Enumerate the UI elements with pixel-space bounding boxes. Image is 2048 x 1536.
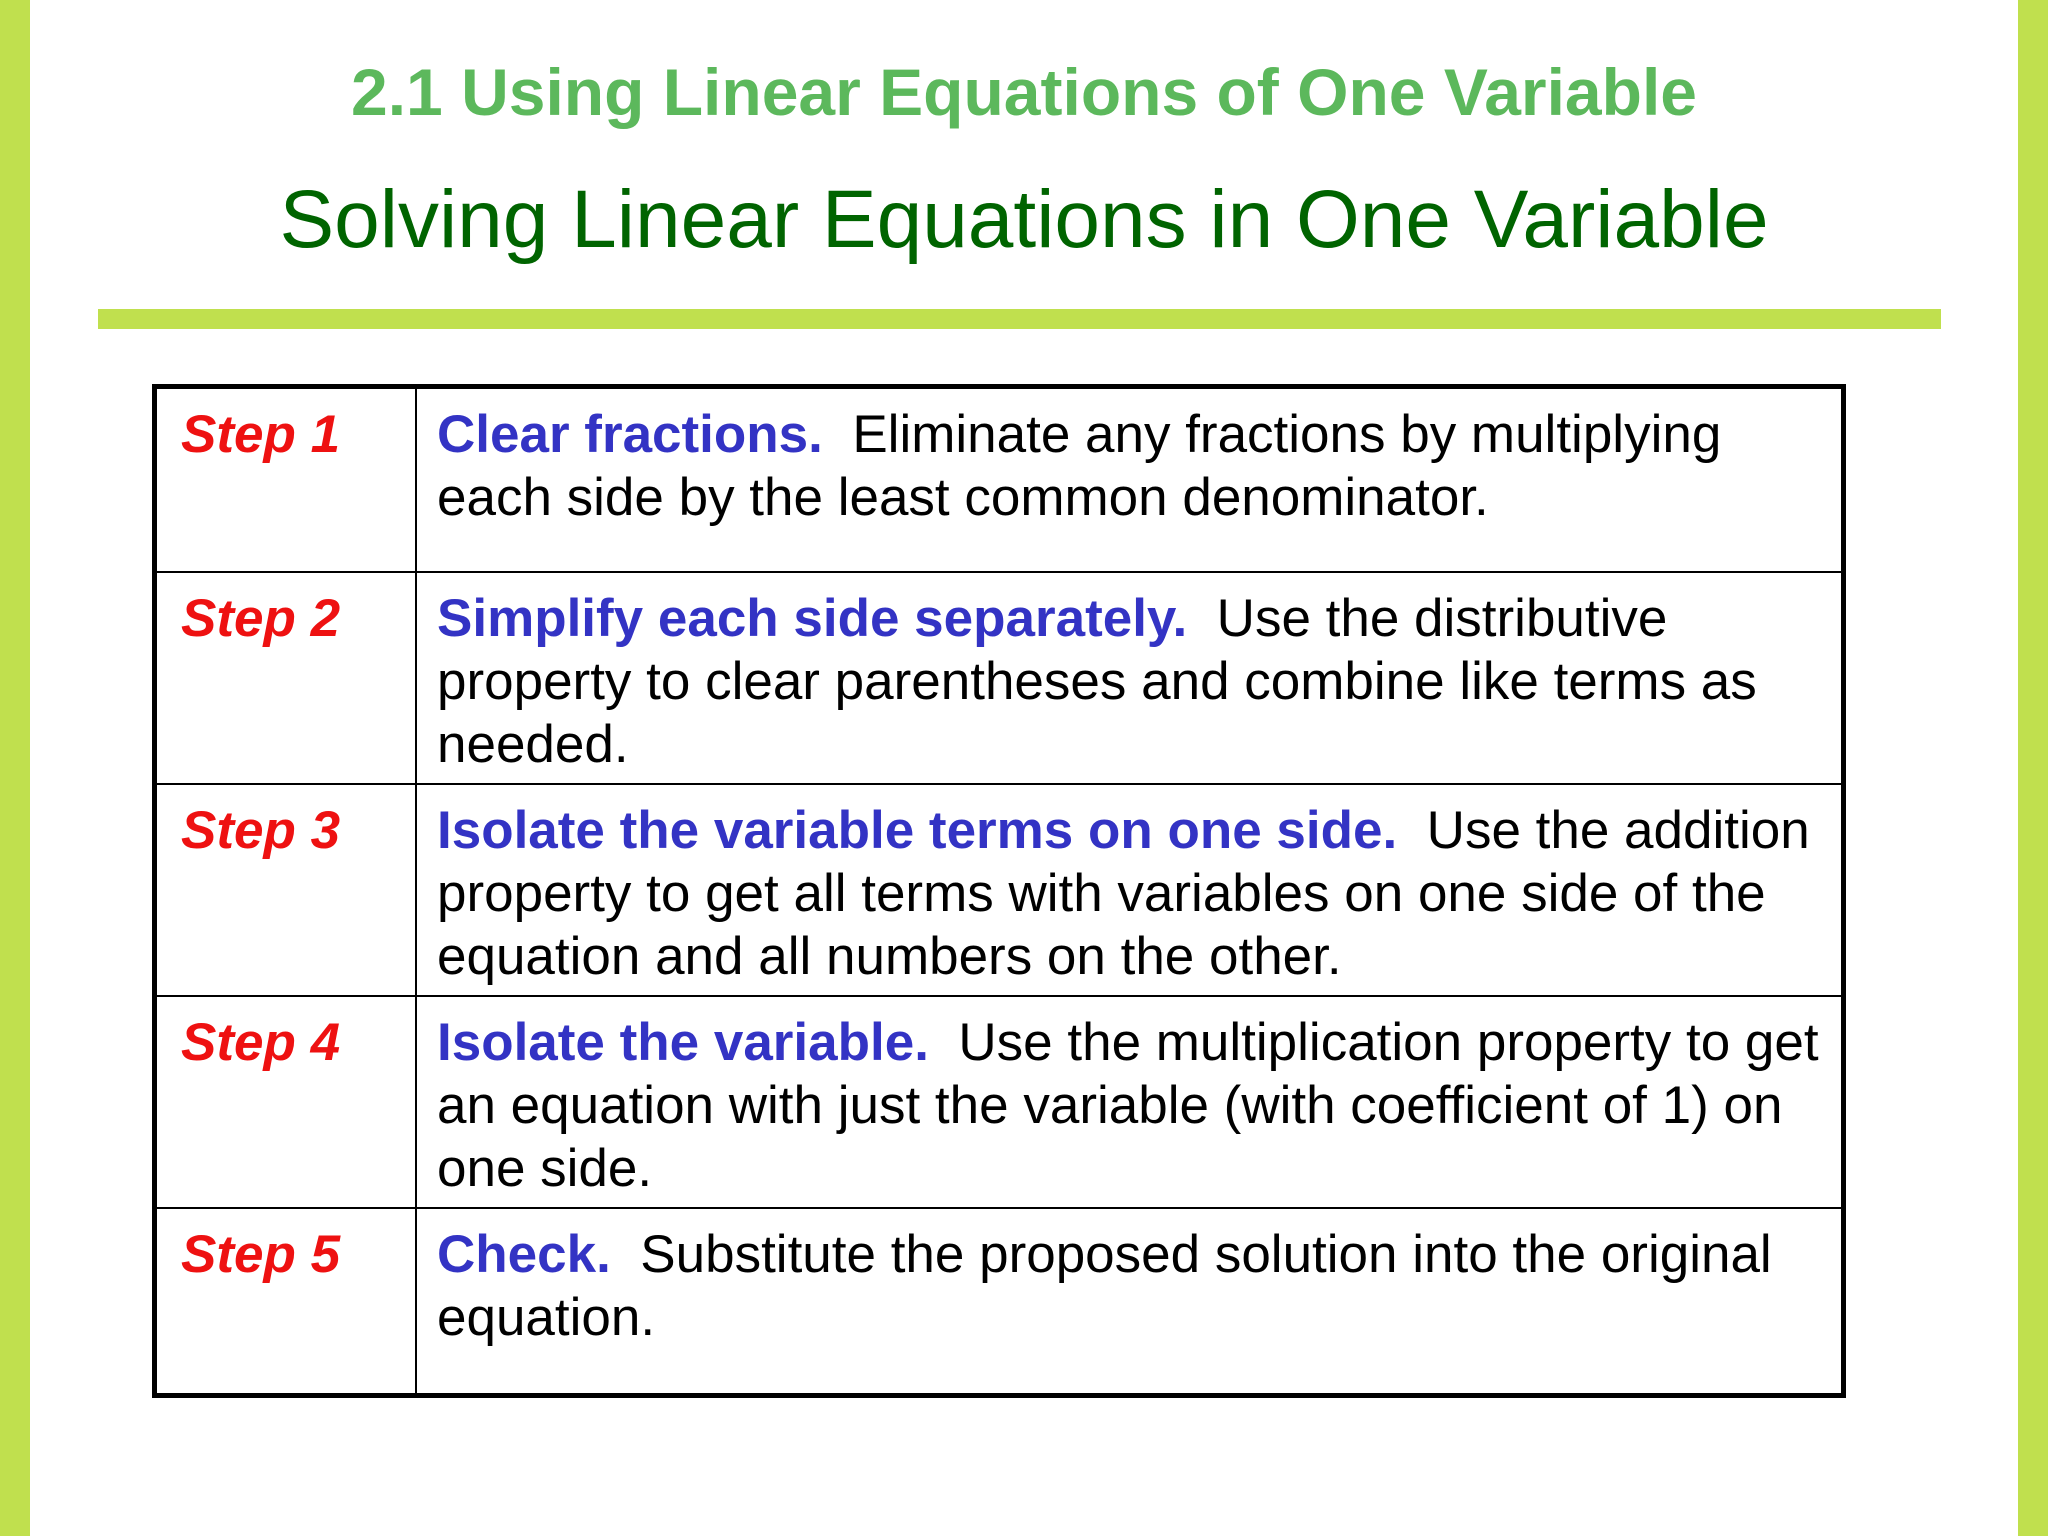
step-description-cell — [416, 784, 1844, 996]
steps-table — [152, 384, 1846, 1398]
title-divider — [98, 309, 1941, 329]
slide-title: Solving Linear Equations in One Variable — [279, 174, 1769, 265]
step-description-cell — [416, 387, 1844, 573]
step-label-cell — [155, 1208, 417, 1396]
section-title: 2.1 Using Linear Equations of One Variable — [350, 55, 1697, 129]
step-label-cell — [155, 784, 417, 996]
step-label: Step 3 — [181, 801, 341, 860]
step-label-cell — [155, 387, 417, 573]
step-text: Use the addition property to get all terms with variables on one side of the equation and all numbers on the other. — [437, 801, 1810, 986]
step-row — [155, 784, 1844, 996]
step-label: Step 1 — [181, 405, 341, 464]
step-description-cell — [416, 1208, 1844, 1396]
step-row — [155, 1208, 1844, 1396]
step-description-cell — [416, 996, 1844, 1208]
step-text: Use the distributive property to clear parentheses and combine like terms as needed. — [437, 589, 1757, 774]
step-text: Use the multiplication property to get an equation with just the variable (with coefficient of 1) on one side. — [437, 1013, 1819, 1198]
step-label-cell — [155, 996, 417, 1208]
step-heading: Check. — [437, 1225, 611, 1284]
step-description-cell — [416, 572, 1844, 784]
step-label: Step 2 — [181, 589, 341, 648]
step-heading: Clear fractions. — [437, 405, 823, 464]
step-row — [155, 996, 1844, 1208]
step-row — [155, 572, 1844, 784]
step-label-cell — [155, 572, 417, 784]
step-label: Step 4 — [181, 1013, 341, 1072]
step-heading: Simplify each side separately. — [437, 589, 1188, 648]
step-heading: Isolate the variable terms on one side. — [437, 801, 1398, 860]
step-label: Step 5 — [181, 1225, 341, 1284]
step-heading: Isolate the variable. — [437, 1013, 929, 1072]
step-text: Substitute the proposed solution into the original equation. — [437, 1225, 1772, 1347]
step-row — [155, 387, 1844, 573]
step-text: Eliminate any fractions by multiplying each side by the least common denominator. — [437, 405, 1722, 527]
